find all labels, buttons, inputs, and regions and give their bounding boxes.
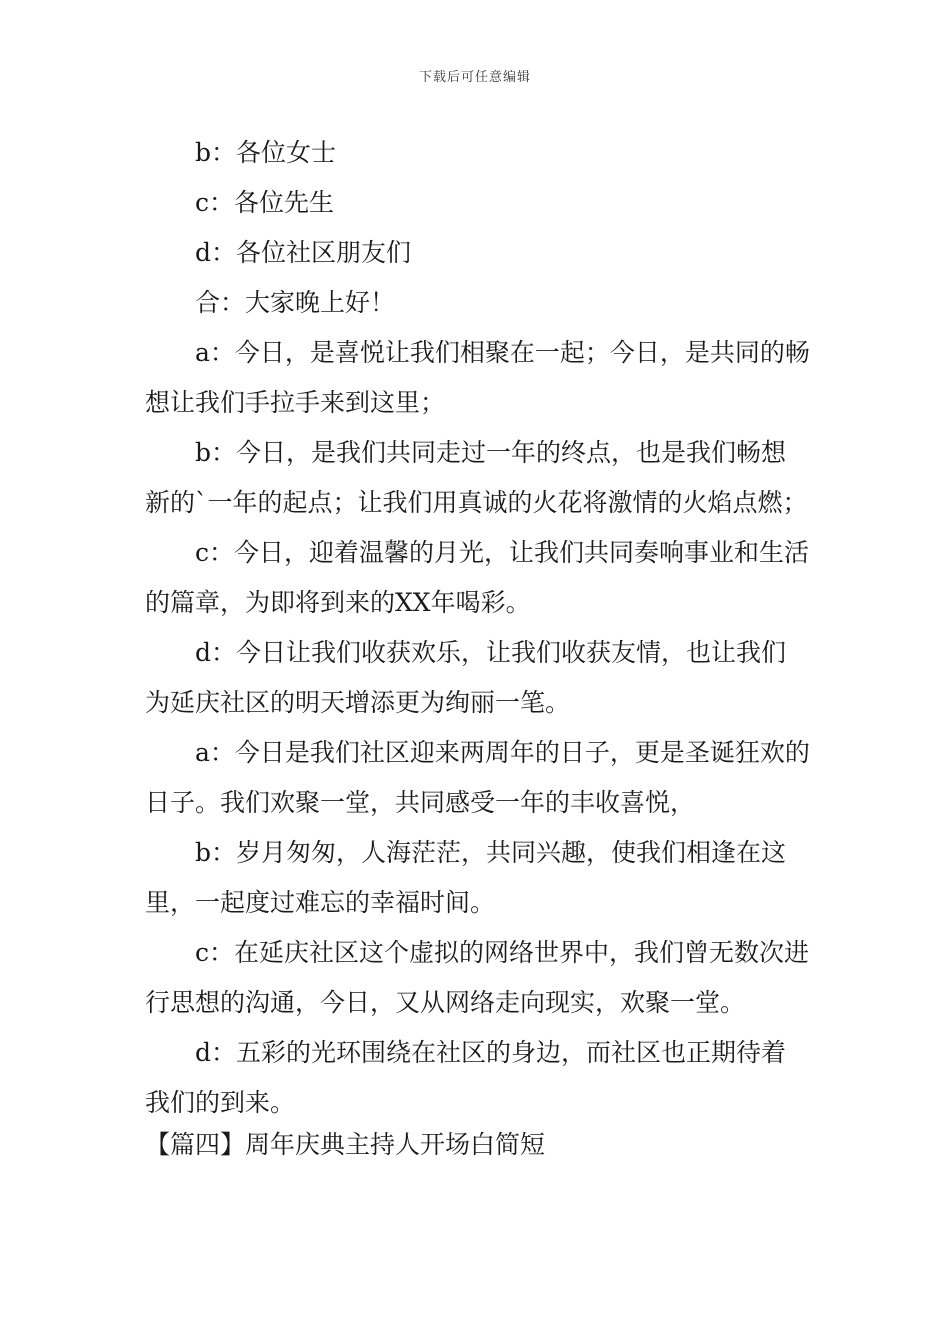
- paragraph: b：岁月匆匆，人海茫茫，共同兴趣，使我们相逢在这里，一起度过难忘的幸福时间。: [145, 838, 787, 917]
- paragraph: b：今日，是我们共同走过一年的终点，也是我们畅想新的`一年的起点；让我们用真诚的火花将激情的火焰点燃；: [145, 438, 808, 517]
- paragraph: d：五彩的光环围绕在社区的身边，而社区也正期待着我们的到来。: [145, 1038, 787, 1117]
- paragraph: c：在延庆社区这个虚拟的网络世界中，我们曾无数次进行思想的沟通，今日，又从网络走向现实，欢聚一堂。: [145, 938, 810, 1017]
- paragraph: d：各位社区朋友们: [195, 238, 412, 267]
- paragraph: c：各位先生: [195, 188, 335, 217]
- paragraph: a：今日是我们社区迎来两周年的日子，更是圣诞狂欢的日子。我们欢聚一堂，共同感受一年的丰收喜悦，: [145, 738, 810, 817]
- page-header: 下载后可任意编辑: [418, 70, 531, 85]
- document-body: [145, 128, 810, 1128]
- paragraph: 合：大家晚上好！: [195, 288, 396, 317]
- paragraph: d：今日让我们收获欢乐，让我们收获友情，也让我们为延庆社区的明天增添更为绚丽一笔。: [145, 638, 787, 717]
- section-heading: 【篇四】周年庆典主持人开场白简短: [145, 1130, 546, 1159]
- paragraph: a：今日，是喜悦让我们相聚在一起；今日，是共同的畅想让我们手拉手来到这里；: [145, 338, 810, 417]
- paragraph: b：各位女士: [195, 138, 337, 167]
- paragraph: c：今日，迎着温馨的月光，让我们共同奏响事业和生活的篇章，为即将到来的XX年喝彩。: [145, 538, 810, 617]
